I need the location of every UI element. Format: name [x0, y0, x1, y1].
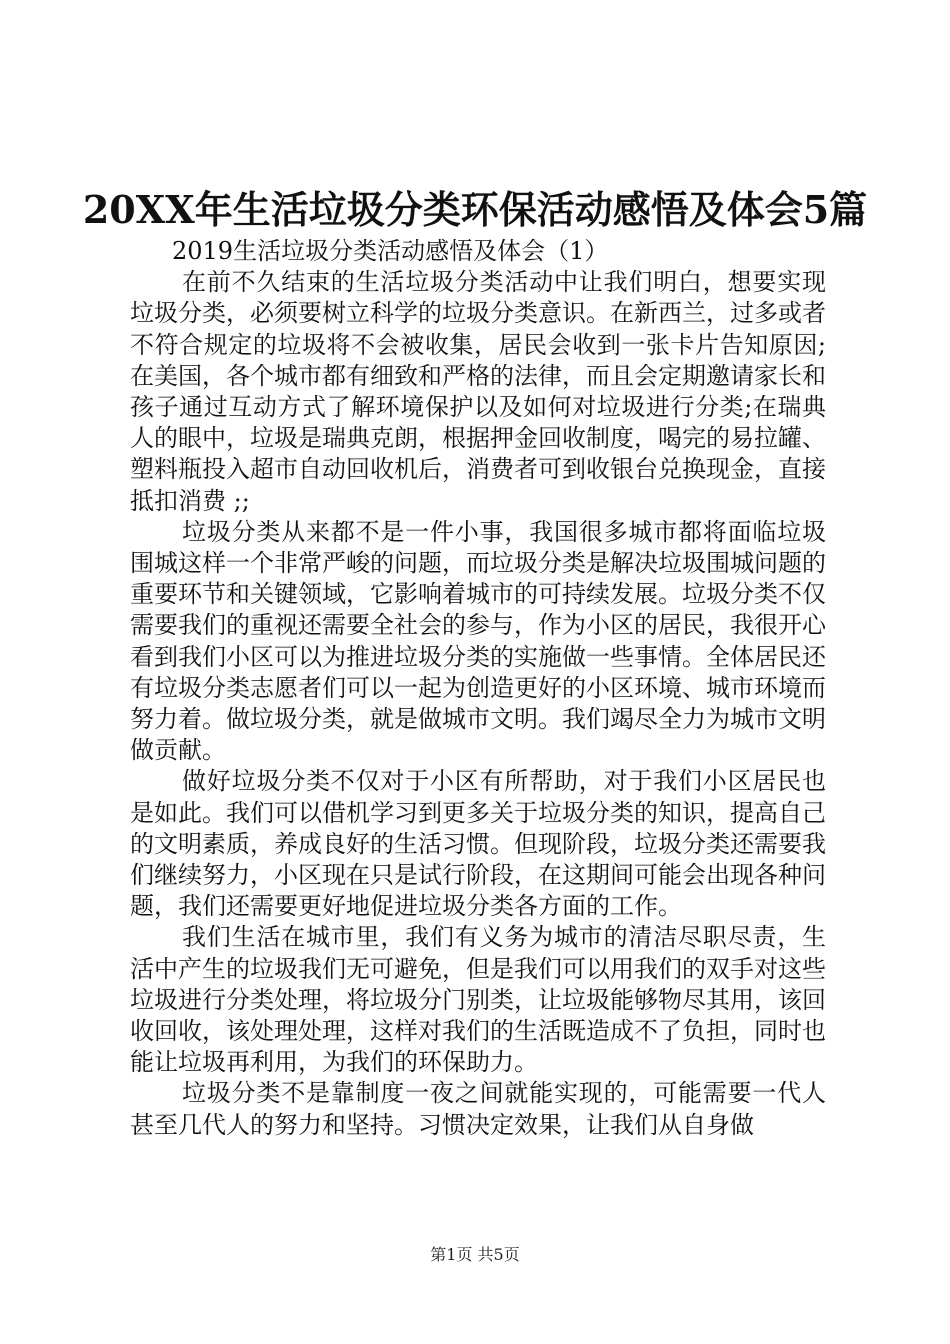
- document-title: 20XX年生活垃圾分类环保活动感悟及体会5篇: [82, 187, 868, 232]
- section-subtitle: 2019生活垃圾分类活动感悟及体会（1）: [172, 237, 609, 265]
- paragraph-4: 我们生活在城市里，我们有义务为城市的清洁尽职尽责，生活中产生的垃圾我们无可避免，但是我们可以用我们的双手对这些垃圾进行分类处理，将垃圾分门别类，让垃圾能够物尽其用，该回收回收，该处理处理，这样对我们的生活既造成不了负担，同时也能让垃圾再利用，为我们的环保助力。: [130, 923, 826, 1077]
- paragraph-1: 在前不久结束的生活垃圾分类活动中让我们明白，想要实现垃圾分类，必须要树立科学的垃圾分类意识。在新西兰，过多或者不符合规定的垃圾将不会被收集，居民会收到一张卡片告知原因;在美国，各个城市都有细致和严格的法律，而且会定期邀请家长和孩子通过互动方式了解环境保护以及如何对垃圾进行分类;在瑞典人的眼中，垃圾是瑞典克朗，根据押金回收制度，喝完的易拉罐、塑料瓶投入超市自动回收机后，消费者可到收银台兑换现金，直接抵扣消费 ;;: [130, 268, 826, 515]
- paragraph-2: 垃圾分类从来都不是一件小事，我国很多城市都将面临垃圾围城这样一个非常严峻的问题，而垃圾分类是解决垃圾围城问题的重要环节和关键领域，它影响着城市的可持续发展。垃圾分类不仅需要我们的重视还需要全社会的参与，作为小区的居民，我很开心看到我们小区可以为推进垃圾分类的实施做一些事情。全体居民还有垃圾分类志愿者们可以一起为创造更好的小区环境、城市环境而努力着。做垃圾分类，就是做城市文明。我们竭尽全力为城市文明做贡献。: [130, 517, 826, 765]
- document-body: [130, 236, 826, 1141]
- paragraph-3: 做好垃圾分类不仅对于小区有所帮助，对于我们小区居民也是如此。我们可以借机学习到更多关于垃圾分类的知识，提高自己的文明素质，养成良好的生活习惯。但现阶段，垃圾分类还需要我们继续努力，小区现在只是试行阶段，在这期间可能会出现各种问题，我们还需要更好地促进垃圾分类各方面的工作。: [130, 767, 826, 921]
- page-footer: 第1页 共5页: [430, 1245, 520, 1264]
- paragraph-5: 垃圾分类不是靠制度一夜之间就能实现的，可能需要一代人甚至几代人的努力和坚持。习惯决定效果，让我们从自身做: [130, 1079, 826, 1139]
